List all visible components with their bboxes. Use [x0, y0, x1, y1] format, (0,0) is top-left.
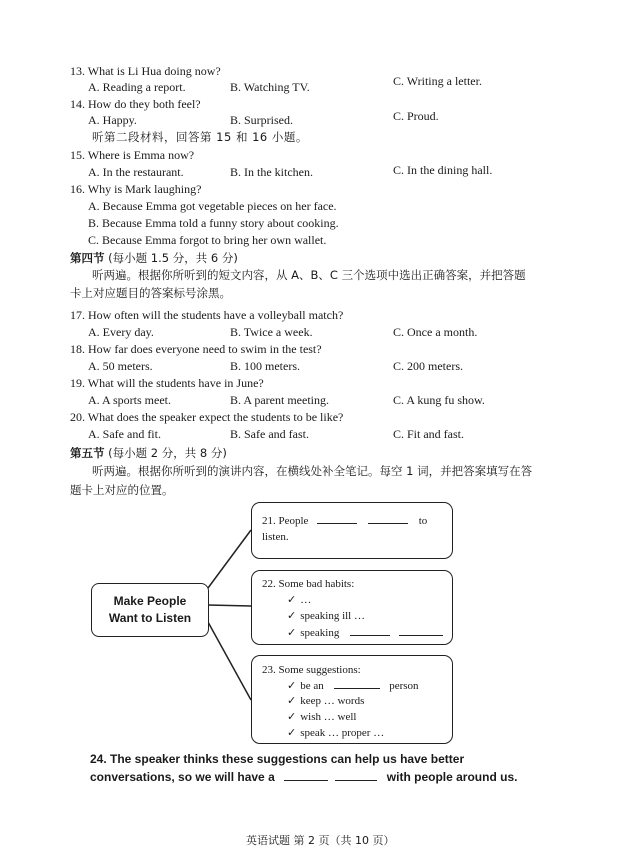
q24-line2-pre: conversations, so we will have a: [90, 770, 275, 784]
q19-option-a: A. A sports meet.: [88, 393, 171, 407]
connector-23: [208, 622, 251, 700]
box23-item-4: [287, 726, 384, 740]
blank-22b[interactable]: [399, 625, 443, 636]
check-icon: ✓: [287, 679, 297, 692]
box23-item-1-pre: be an: [300, 680, 324, 692]
q13-option-a: A. Reading a report.: [88, 80, 186, 94]
box22-item-3-text: speaking: [300, 627, 340, 639]
box22-item-3: [287, 625, 443, 640]
note-box-22: [251, 570, 453, 645]
check-icon: ✓: [287, 710, 297, 723]
box22-title: 22. Some bad habits:: [262, 578, 355, 590]
q13-stem: 13. What is Li Hua doing now?: [70, 64, 221, 78]
q24-line2-post: with people around us.: [386, 770, 518, 784]
section4-score: (每小题 1.5 分，共 6 分): [108, 251, 238, 265]
box23-item-2-text: keep … words: [300, 695, 365, 707]
section4-instruction-line1: 听两遍。根据你所听到的短文内容，从 A、B、C 三个选项中选出正确答案，并把答题: [92, 268, 526, 282]
q19-option-c: C. A kung fu show.: [393, 393, 485, 407]
note-box-21: [251, 502, 453, 559]
blank-24b[interactable]: [335, 770, 377, 781]
blank-21b[interactable]: [368, 513, 408, 524]
box21-line1: [262, 513, 427, 528]
q14-option-b: B. Surprised.: [230, 113, 293, 127]
box23-item-3-text: wish … well: [300, 711, 357, 723]
q16-option-b: B. Because Emma told a funny story about cooking.: [88, 216, 339, 230]
box23-item-4-text: speak … proper …: [300, 727, 385, 739]
q16-stem: 16. Why is Mark laughing?: [70, 182, 202, 196]
box21-prefix: 21. People: [262, 515, 309, 527]
section4-instruction-line2: 卡上对应题目的答案标号涂黑。: [70, 286, 231, 300]
connector-22: [208, 605, 251, 606]
center-title-line2: Want to Listen: [108, 611, 192, 625]
box22-item-1: [287, 593, 311, 607]
blank-22a[interactable]: [350, 625, 390, 636]
box22-item-2: [287, 609, 365, 623]
section5-score: (每小题 2 分，共 8 分): [108, 446, 227, 460]
box21-line2: listen.: [262, 531, 289, 543]
check-icon: ✓: [287, 694, 297, 707]
connector-21: [208, 530, 251, 588]
check-icon: ✓: [287, 609, 297, 622]
q13-option-b: B. Watching TV.: [230, 80, 310, 94]
q24-line2: [90, 770, 517, 784]
mind-map-center-box: [91, 583, 209, 637]
section5-instruction-line1: 听两遍。根据你所听到的演讲内容，在横线处补全笔记。每空 1 词，并把答案填写在答: [92, 464, 533, 478]
blank-23[interactable]: [334, 678, 380, 689]
q14-option-c: C. Proud.: [393, 109, 439, 123]
q16-option-c: C. Because Emma forgot to bring her own wallet.: [88, 233, 327, 247]
blank-24a[interactable]: [284, 770, 328, 781]
page-footer: 英语试题 第 2 页（共 10 页）: [246, 834, 395, 847]
section4-title: 第四节: [70, 251, 105, 265]
q20-option-c: C. Fit and fast.: [393, 427, 464, 441]
box23-item-3: [287, 710, 356, 724]
q14-option-a: A. Happy.: [88, 113, 137, 127]
q15-option-a: A. In the restaurant.: [88, 165, 184, 179]
q14-stem: 14. How do they both feel?: [70, 97, 201, 111]
box22-item-2-text: speaking ill …: [300, 610, 365, 622]
q18-option-b: B. 100 meters.: [230, 359, 300, 373]
box23-title: 23. Some suggestions:: [262, 664, 361, 676]
center-title-line1: Make People: [113, 594, 187, 608]
check-icon: ✓: [287, 626, 297, 639]
q17-stem: 17. How often will the students have a volleyball match?: [70, 308, 344, 322]
q20-option-b: B. Safe and fast.: [230, 427, 309, 441]
q19-option-b: B. A parent meeting.: [230, 393, 329, 407]
box23-item-2: [287, 694, 364, 708]
box23-item-1-post: person: [389, 680, 419, 692]
q20-option-a: A. Safe and fit.: [88, 427, 161, 441]
q18-option-a: A. 50 meters.: [88, 359, 153, 373]
box23-item-1: [287, 678, 419, 693]
note-box-23: [251, 655, 453, 744]
blank-21a[interactable]: [317, 513, 357, 524]
q24-line1: 24. The speaker thinks these suggestions can help us have better: [90, 752, 465, 766]
q17-option-c: C. Once a month.: [393, 325, 478, 339]
q15-option-b: B. In the kitchen.: [230, 165, 313, 179]
section5-title: 第五节: [70, 446, 105, 460]
box22-item-1-text: …: [300, 594, 312, 606]
q18-stem: 18. How far does everyone need to swim in the test?: [70, 342, 322, 356]
q13-option-c: C. Writing a letter.: [393, 74, 482, 88]
check-icon: ✓: [287, 726, 297, 739]
q17-option-a: A. Every day.: [88, 325, 154, 339]
q17-option-b: B. Twice a week.: [230, 325, 313, 339]
check-icon: ✓: [287, 593, 297, 606]
q19-stem: 19. What will the students have in June?: [70, 376, 264, 390]
section5-instruction-line2: 题卡上对应的位置。: [70, 483, 174, 497]
q16-option-a: A. Because Emma got vegetable pieces on her face.: [88, 199, 337, 213]
q15-option-c: C. In the dining hall.: [393, 163, 493, 177]
box21-to: to: [418, 515, 428, 527]
section-note-passage2: 听第二段材料，回答第 15 和 16 小题。: [92, 130, 308, 144]
q18-option-c: C. 200 meters.: [393, 359, 463, 373]
q20-stem: 20. What does the speaker expect the students to be like?: [70, 410, 344, 424]
q15-stem: 15. Where is Emma now?: [70, 148, 195, 162]
